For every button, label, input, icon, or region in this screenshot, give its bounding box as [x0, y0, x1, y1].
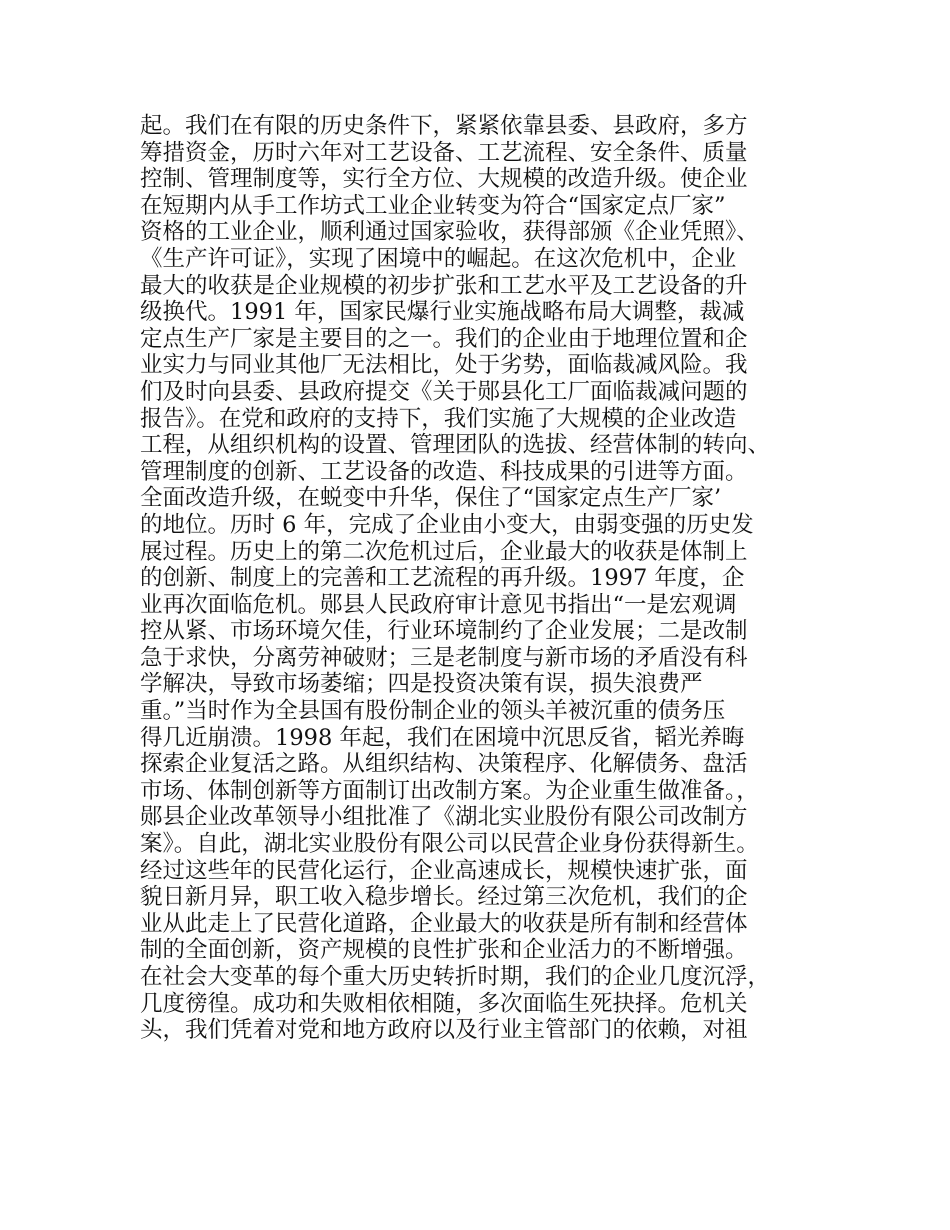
text-line-8: 级换代。1991 年，国家民爆行业实施战略布局大调整，裁减	[140, 299, 745, 326]
text-line-1: 起。我们在有限的历史条件下，紧紧依靠县委、县政府，多方	[140, 113, 748, 139]
text-line-10: 业实力与同业其他厂无法相比，处于劣势，面临裁减风险。我	[140, 352, 748, 379]
text-line-32: 制的全面创新，资产规模的良性扩张和企业活力的不断增强。	[140, 937, 748, 964]
text-line-12: 报告》。在党和政府的支持下，我们实施了大规模的企业改造	[140, 405, 737, 432]
text-line-23: 重。”当时作为全县国有股份制企业的领头羊被沉重的债务压	[140, 698, 726, 725]
text-line-4: 在短期内从手工作坊式工业企业转变为符合“国家定点厂家”	[140, 192, 726, 219]
text-line-14: 管理制度的创新、工艺设备的改造、科技成果的引进等方面。	[140, 458, 748, 485]
text-line-3: 控制、管理制度等，实行全方位、大规模的改造升级。使企业	[140, 166, 748, 193]
text-line-2: 筹措资金，历时六年对工艺设备、工艺流程、安全条件、质量	[140, 139, 748, 166]
text-line-33: 在社会大变革的每个重大历史转折时期，我们的企业几度沉浮，	[140, 964, 771, 990]
body-text	[140, 113, 840, 1044]
text-line-19: 业再次面临危机。郧县人民政府审计意见书指出“一是宏观调	[140, 591, 737, 618]
text-line-13: 工程，从组织机构的设置、管理团队的选拔、经营体制的转向、	[140, 432, 771, 459]
text-line-17: 展过程。历史上的第二次危机过后，企业最大的收获是体制上	[140, 538, 748, 565]
text-line-30: 貌日新月异，职工收入稳步增长。经过第三次危机，我们的企	[140, 884, 748, 911]
text-line-7: 最大的收获是企业规模的初步扩张和工艺水平及工艺设备的升	[140, 272, 748, 299]
text-line-9: 定点生产厂家是主要目的之一。我们的企业由于地理位置和企	[140, 325, 748, 352]
text-line-31: 业从此走上了民营化道路，企业最大的收获是所有制和经营体	[140, 910, 748, 937]
text-line-35: 头，我们凭着对党和地方政府以及行业主管部门的依赖，对祖	[140, 1017, 748, 1044]
text-line-16: 的地位。历时 6 年，完成了企业由小变大，由弱变强的历史发	[140, 511, 754, 538]
text-line-28: 案》。自此，湖北实业股份有限公司以民营企业身份获得新生。	[140, 831, 759, 858]
text-line-29: 经过这些年的民营化运行，企业高速成长，规模快速扩张，面	[140, 857, 748, 884]
text-line-20: 控从紧、市场环境欠佳，行业环境制约了企业发展；二是改制	[140, 618, 748, 645]
text-line-22: 学解决，导致市场萎缩；四是投资决策有误，损失浪费严	[140, 671, 703, 698]
text-line-11: 们及时向县委、县政府提交《关于郧县化工厂面临裁减问题的	[140, 378, 748, 405]
text-line-5: 资格的工业企业，顺利通过国家验收，获得部颁《企业凭照》、	[140, 219, 759, 246]
text-line-6: 《生产许可证》，实现了困境中的崛起。在这次危机中，企业	[140, 245, 737, 272]
text-line-15: 全面改造升级，在蜕变中升华，保住了“国家定点生产厂家’	[140, 485, 722, 512]
text-line-34: 几度徬徨。成功和失败相依相随，多次面临生死抉择。危机关	[140, 990, 748, 1017]
text-line-21: 急于求快，分离劳神破财；三是老制度与新市场的矛盾没有科	[140, 644, 748, 671]
text-line-27: 郧县企业改革领导小组批准了《湖北实业股份有限公司改制方	[140, 804, 748, 831]
text-line-26: 市场、体制创新等方面制订出改制方案。为企业重生做准备。，	[140, 777, 759, 804]
text-line-25: 探索企业复活之路。从组织结构、决策程序、化解债务、盘活	[140, 751, 748, 778]
text-line-18: 的创新、制度上的完善和工艺流程的再升级。1997 年度，企	[140, 565, 745, 592]
text-line-24: 得几近崩溃。1998 年起，我们在困境中沉思反省，韬光养晦	[140, 724, 745, 751]
